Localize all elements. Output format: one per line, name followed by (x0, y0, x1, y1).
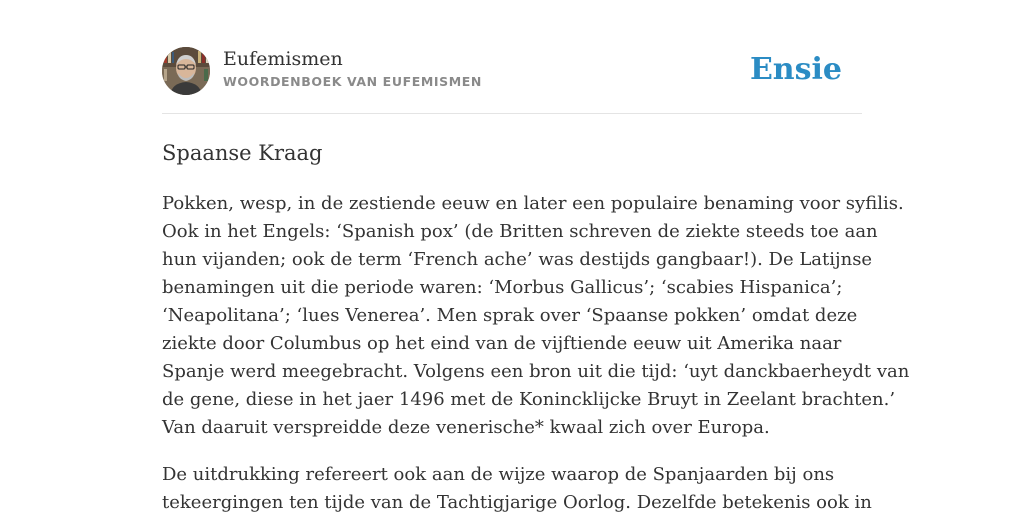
site-header (162, 47, 862, 95)
ensie-logo-link[interactable]: Ensie (749, 52, 842, 87)
paragraph-line: Van daaruit verspreidde deze venerische* kwaal zich over Europa. (162, 417, 770, 438)
paragraph-line: benamingen uit die periode waren: ‘Morbus Gallicus’; ‘scabies Hispanica’; (162, 277, 843, 298)
entry-title: Spaanse Kraag (162, 141, 323, 165)
paragraph-line: ziekte door Columbus op het eind van de vijftiende eeuw uit Amerika naar (162, 333, 842, 354)
entry-body (162, 190, 910, 512)
paragraph-line: de gene, diese in het jaer 1496 met de Konincklijcke Bruyt in Zeelant brachten.’ (162, 389, 896, 410)
paragraph-line: tekeergingen ten tijde van de Tachtigjarige Oorlog. Dezelfde betekenis ook in (162, 492, 872, 512)
entry-paragraph (162, 190, 910, 442)
paragraph-line: ‘Neapolitana’; ‘lues Venerea’. Men sprak over ‘Spaanse pokken’ omdat deze (162, 305, 858, 326)
paragraph-line: De uitdrukking refereert ook aan de wijze waarop de Spanjaarden bij ons (162, 464, 835, 485)
paragraph-line: Ook in het Engels: ‘Spanish pox’ (de Britten schreven de ziekte steeds toe aan (162, 221, 878, 242)
divider (162, 113, 862, 114)
site-subtitle: WOORDENBOEK VAN EUFEMISMEN (223, 74, 482, 89)
person-photo-avatar-icon (162, 47, 210, 95)
avatar[interactable] (162, 47, 210, 95)
paragraph-line: Pokken, wesp, in de zestiende eeuw en later een populaire benaming voor syfilis. (162, 193, 904, 214)
entry-paragraph (162, 461, 872, 512)
paragraph-line: Spanje werd meegebracht. Volgens een bron uit die tijd: ‘uyt danckbaerheydt van (162, 361, 910, 382)
paragraph-line: hun vijanden; ook de term ‘French ache’ was destijds gangbaar!). De Latijnse (162, 249, 873, 270)
site-name[interactable]: Eufemismen (223, 48, 343, 70)
